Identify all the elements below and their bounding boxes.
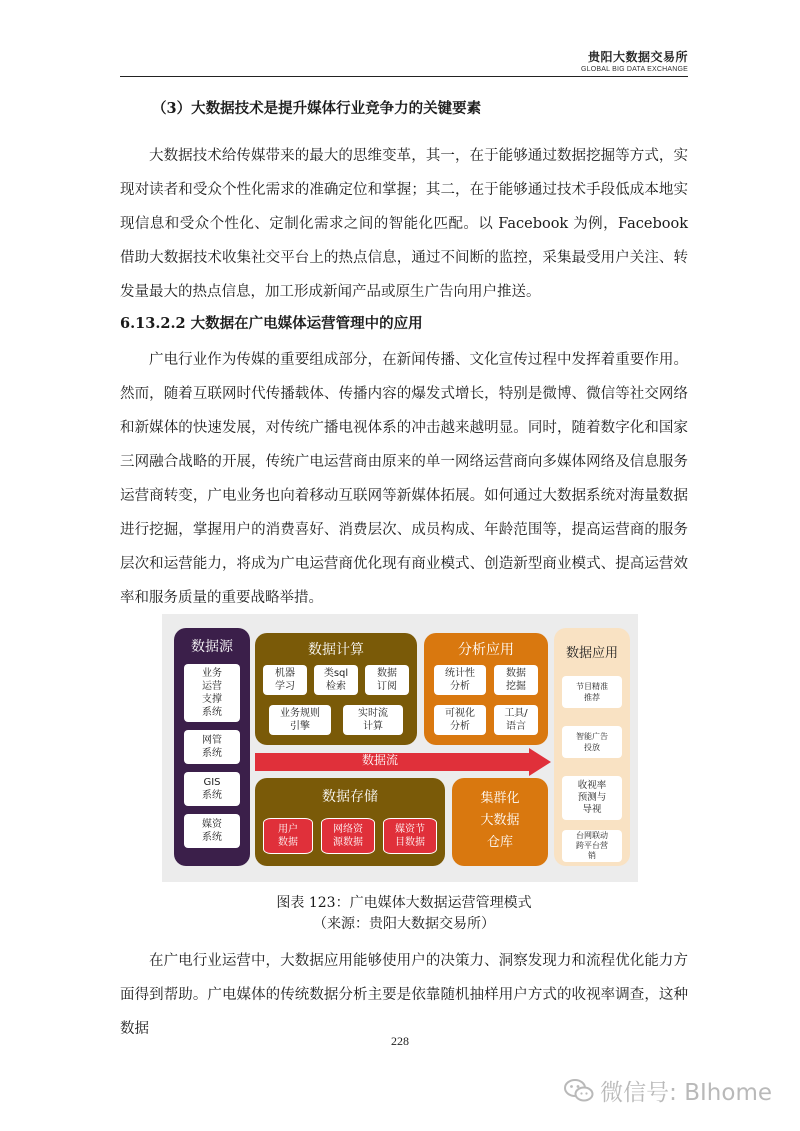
analysis-item: 统计性 分析	[434, 665, 486, 695]
data-source-title: 数据源	[191, 639, 233, 655]
architecture-diagram	[162, 614, 638, 882]
data-flow-arrow	[255, 748, 551, 776]
data-application-title: 数据应用	[565, 646, 618, 661]
data-source-item: 媒资 系统	[184, 814, 240, 848]
data-source-item: GIS 系统	[184, 772, 240, 806]
brand-name-cn: 贵阳大数据交易所	[587, 50, 688, 64]
section-heading: （3）大数据技术是提升媒体行业竞争力的关键要素	[152, 100, 482, 117]
application-item: 节目精准 推荐	[562, 676, 622, 708]
figure-caption: 图表 123：广电媒体大数据运营管理模式	[276, 895, 532, 911]
header-rule	[120, 76, 688, 77]
application-item: 收视率 预测与 导视	[562, 776, 622, 820]
computing-item: 业务规则 引擎	[269, 705, 331, 735]
application-item: 台网联动 跨平台营 销	[562, 830, 622, 862]
paragraph-text: 大数据技术给传媒带来的最大的思维变革，其一，在于能够通过数据挖掘等方式，实现对读者和受众个性化需求的准确定位和掌握；其二，在于能够通过技术手段低成本地实现信息和受众个性化、定制化需求之间的智能化匹配。以 Facebook 为例，Facebook 借助大数据技术收集社交平台上的热点信息，通过不间断的监控，采集最受用户关注、转发量最大的热点信息，加工形成新闻产品或原生广告向用户推送。	[120, 148, 688, 300]
body-paragraph-3	[120, 944, 688, 1046]
storage-cylinder: 媒资节 目数据	[383, 818, 437, 854]
data-flow-label: 数据流	[362, 753, 399, 767]
data-storage-title: 数据存储	[322, 789, 378, 805]
body-paragraph-2	[120, 343, 688, 615]
body-paragraph-1	[120, 139, 688, 309]
cluster-warehouse-panel	[452, 778, 548, 866]
page-number: 228	[391, 1034, 409, 1048]
data-source-item: 网管 系统	[184, 730, 240, 764]
storage-cylinder: 用户 数据	[263, 818, 313, 854]
storage-cylinder: 网络资 源数据	[321, 818, 375, 854]
analysis-item: 工具/ 语言	[494, 705, 538, 735]
data-application-panel	[554, 628, 630, 866]
application-item: 智能广告 投放	[562, 726, 622, 758]
analysis-item: 可视化 分析	[434, 705, 486, 735]
data-computing-panel	[255, 633, 417, 745]
data-computing-title: 数据计算	[308, 642, 364, 658]
brand-logo	[581, 48, 688, 73]
computing-item: 机器 学习	[263, 665, 307, 695]
watermark	[564, 1074, 772, 1107]
data-source-item: 业务 运营 支撑 系统	[184, 664, 240, 722]
analysis-item: 数据 挖掘	[494, 665, 538, 695]
analysis-title: 分析应用	[458, 642, 514, 658]
brand-name-en: GLOBAL BIG DATA EXCHANGE	[581, 66, 688, 73]
wechat-icon	[564, 1078, 594, 1104]
watermark-text: 微信号: BIhome	[600, 1080, 772, 1106]
computing-item: 实时流 计算	[343, 705, 403, 735]
subsection-heading: 6.13.2.2 大数据在广电媒体运营管理中的应用	[120, 315, 423, 332]
paragraph-text: 在广电行业运营中，大数据应用能够使用户的决策力、洞察发现力和流程优化能力方面得到帮助。广电媒体的传统数据分析主要是依靠随机抽样用户方式的收视率调查，这种数据	[120, 953, 688, 1037]
analysis-panel	[424, 633, 548, 745]
data-source-panel	[174, 628, 250, 866]
paragraph-text: 广电行业作为传媒的重要组成部分，在新闻传播、文化宣传过程中发挥着重要作用。然而，随着互联网时代传播载体、传播内容的爆发式增长，特别是微博、微信等社交网络和新媒体的快速发展，对传统广播电视体系的冲击越来越明显。同时，随着数字化和国家三网融合战略的开展，传统广电运营商由原来的单一网络运营商向多媒体网络及信息服务运营商转变，广电业务也向着移动互联网等新媒体拓展。如何通过大数据系统对海量数据进行挖掘，掌握用户的消费喜好、消费层次、成员构成、年龄范围等，提高运营商的服务层次和运营能力，将成为广电运营商优化现有商业模式、创造新型商业模式、提高运营效率和服务质量的重要战略举措。	[120, 352, 688, 606]
figure-source: （来源：贵阳大数据交易所）	[313, 916, 495, 932]
computing-item: 类sql 检索	[314, 665, 358, 695]
cluster-warehouse-title: 集群化 大数据 仓库	[480, 791, 520, 850]
data-storage-panel	[255, 778, 445, 866]
computing-item: 数据 订阅	[365, 665, 409, 695]
